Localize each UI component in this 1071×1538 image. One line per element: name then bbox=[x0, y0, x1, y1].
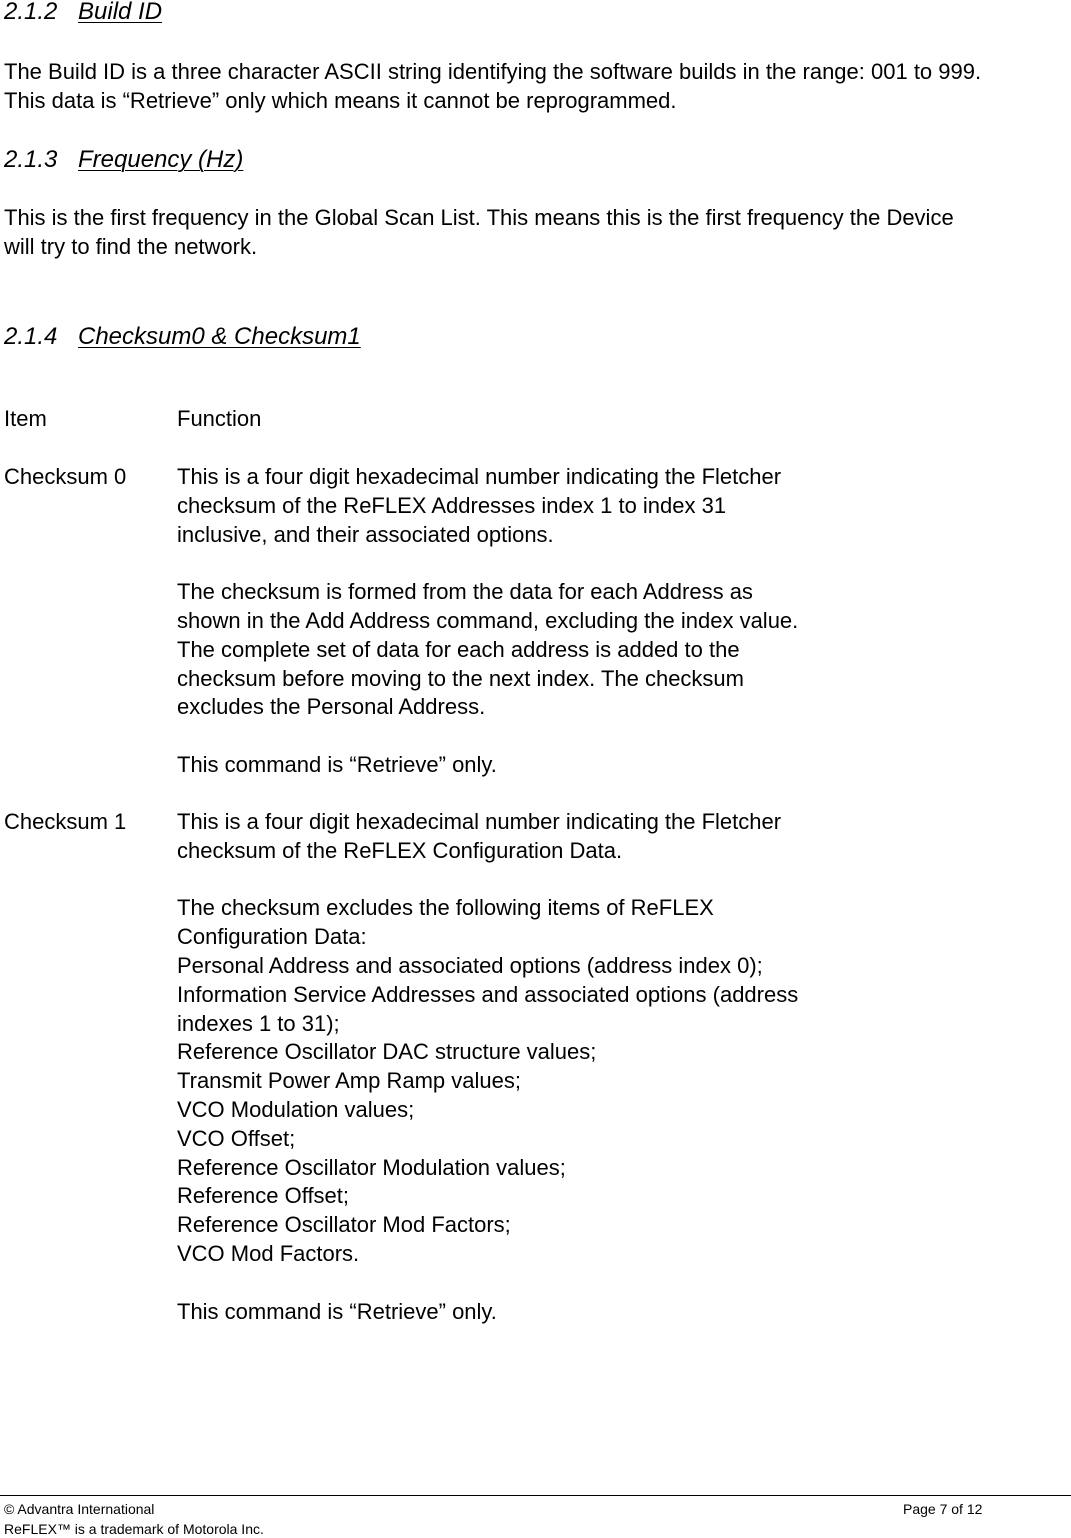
table-row-item-checksum-0: Checksum 0 bbox=[4, 464, 127, 489]
function-line bbox=[177, 1269, 798, 1298]
function-line: indexes 1 to 31); bbox=[177, 1010, 340, 1036]
function-line: The checksum excludes the following items of ReFLEX bbox=[177, 895, 714, 921]
paragraph-frequency bbox=[4, 204, 954, 262]
function-line: Information Service Addresses and associated options (address bbox=[177, 981, 799, 1007]
function-line: Reference Offset; bbox=[177, 1183, 350, 1209]
paragraph-line: This is the first frequency in the Global Scan List. This means this is the first frequency the Device bbox=[4, 205, 954, 230]
function-line: VCO Mod Factors. bbox=[177, 1240, 360, 1266]
section-title: Checksum0 & Checksum1 bbox=[78, 323, 361, 350]
function-line: VCO Modulation values; bbox=[177, 1096, 415, 1122]
function-line: VCO Offset; bbox=[177, 1125, 296, 1151]
paragraph-line: The Build ID is a three character ASCII string identifying the software builds in the range: 001 to 999. bbox=[4, 59, 982, 84]
footer-divider bbox=[0, 1495, 1071, 1496]
function-line: checksum of the ReFLEX Addresses index 1 to index 31 bbox=[177, 492, 727, 518]
function-line bbox=[177, 549, 798, 578]
function-line: Reference Oscillator Mod Factors; bbox=[177, 1212, 511, 1238]
function-line: Reference Oscillator DAC structure values; bbox=[177, 1039, 597, 1065]
function-line: The complete set of data for each address is added to the bbox=[177, 636, 740, 662]
table-header-function: Function bbox=[177, 406, 262, 431]
section-heading-checksum bbox=[4, 323, 361, 351]
function-line: This is a four digit hexadecimal number indicating the Fletcher bbox=[177, 464, 782, 489]
section-title: Frequency (Hz) bbox=[78, 146, 244, 173]
function-line: Transmit Power Amp Ramp values; bbox=[177, 1068, 521, 1094]
section-title: Build ID bbox=[78, 0, 163, 25]
section-number: 2.1.3 bbox=[4, 146, 58, 173]
function-line: Personal Address and associated options (address index 0); bbox=[177, 952, 763, 978]
function-line: excludes the Personal Address. bbox=[177, 694, 486, 720]
function-line bbox=[177, 722, 798, 751]
paragraph-line: will try to find the network. bbox=[4, 233, 258, 259]
section-heading-build-id bbox=[4, 0, 162, 26]
paragraph-line: This data is “Retrieve” only which means it cannot be reprogrammed. bbox=[4, 87, 677, 113]
table-row-function-checksum-0 bbox=[177, 463, 798, 780]
footer-trademark: ReFLEX™ is a trademark of Motorola Inc. bbox=[4, 1521, 264, 1537]
function-line: This is a four digit hexadecimal number indicating the Fletcher bbox=[177, 809, 782, 834]
function-line: checksum of the ReFLEX Configuration Data. bbox=[177, 837, 623, 863]
function-line: Configuration Data: bbox=[177, 924, 367, 950]
function-line: This command is “Retrieve” only. bbox=[177, 1298, 497, 1324]
footer-page-number: Page 7 of 12 bbox=[903, 1501, 983, 1517]
function-line: This command is “Retrieve” only. bbox=[177, 751, 497, 777]
function-line: shown in the Add Address command, excluding the index value. bbox=[177, 607, 799, 633]
table-row-function-checksum-1 bbox=[177, 808, 798, 1326]
paragraph-build-id bbox=[4, 58, 981, 116]
function-line bbox=[177, 866, 798, 895]
table-row-item-checksum-1: Checksum 1 bbox=[4, 809, 127, 834]
function-line: Reference Oscillator Modulation values; bbox=[177, 1154, 566, 1180]
function-line: The checksum is formed from the data for each Address as bbox=[177, 579, 753, 605]
function-line: checksum before moving to the next index. The checksum bbox=[177, 665, 744, 691]
section-number: 2.1.2 bbox=[4, 0, 58, 25]
footer-copyright: © Advantra International bbox=[4, 1501, 155, 1517]
function-line: inclusive, and their associated options. bbox=[177, 521, 554, 547]
table-header-item: Item bbox=[4, 406, 47, 431]
section-number: 2.1.4 bbox=[4, 323, 58, 350]
section-heading-frequency bbox=[4, 146, 243, 174]
